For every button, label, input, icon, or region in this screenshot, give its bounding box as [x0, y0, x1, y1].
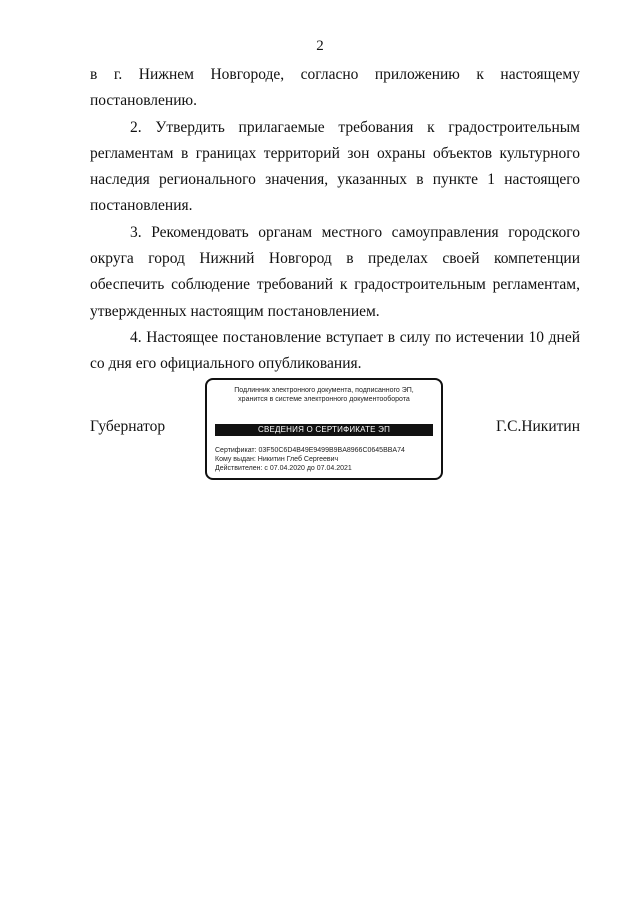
signature-block — [90, 378, 580, 482]
certificate-details — [215, 446, 405, 473]
stamp-header-line: Подлинник электронного документа, подписанного ЭП, — [234, 387, 414, 394]
page-number: 2 — [316, 38, 324, 54]
certificate-number: Сертификат: 03F50C6D4B49E9499B9BA8966C0645BBA74 — [215, 447, 405, 454]
stamp-header-line: хранится в системе электронного документооборота — [238, 396, 410, 403]
electronic-signature-stamp — [205, 378, 443, 480]
paragraph-item-2: 2. Утвердить прилагаемые требования к градостроительным регламентам в границах территорий зон охраны объектов культурного наследия регионального значения, указанных в пункте 1 настоящего постановления. — [90, 118, 580, 215]
signatory-title: Губернатор — [90, 418, 166, 435]
certificate-owner: Кому выдан: Никитин Глеб Сергеевич — [215, 456, 339, 463]
signatory-name: Г.С.Никитин — [496, 418, 580, 435]
certificate-validity: Действителен: с 07.04.2020 до 07.04.2021 — [215, 465, 352, 472]
certificate-band: СВЕДЕНИЯ О СЕРТИФИКАТЕ ЭП — [215, 424, 433, 436]
document-body — [90, 62, 580, 378]
paragraph-continuation: в г. Нижнем Новгороде, согласно приложению к настоящему постановлению. — [90, 66, 580, 110]
stamp-header — [207, 386, 441, 404]
paragraph-item-4: 4. Настоящее постановление вступает в силу по истечении 10 дней со дня его официального опубликования. — [90, 328, 580, 373]
paragraph-item-3: 3. Рекомендовать органам местного самоуправления городского округа город Нижний Новгород в пределах своей компетенции обеспечить соблюдение требований к градостроительным регламентам, утвержденных настоящим постановлением. — [90, 223, 580, 320]
